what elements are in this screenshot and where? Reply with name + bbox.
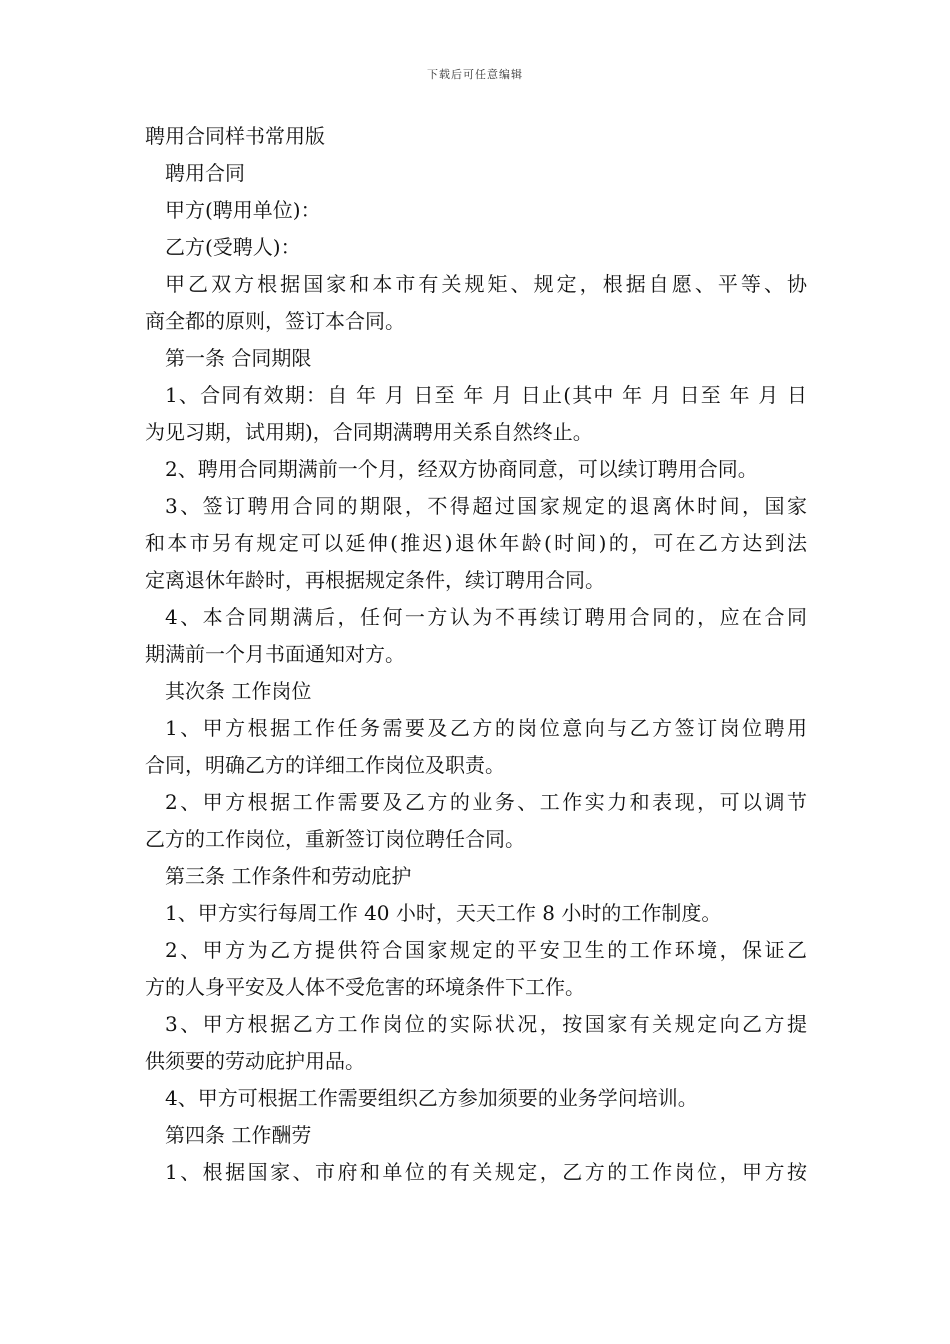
document-line-text: 甲乙双方根据国家和本市有关规矩、规定，根据自愿、平等、协	[165, 272, 807, 296]
document-line-text: 3、甲方根据乙方工作岗位的实际状况，按国家有关规定向乙方提	[165, 1012, 807, 1036]
document-line-text: 第三条 工作条件和劳动庇护	[165, 864, 412, 888]
document-line	[145, 1043, 807, 1080]
document-line-text: 1、根据国家、市府和单位的有关规定，乙方的工作岗位，甲方按	[165, 1160, 807, 1184]
document-line	[145, 525, 807, 562]
document-line-text: 3、签订聘用合同的期限，不得超过国家规定的退离休时间，国家	[165, 494, 807, 518]
document-line	[145, 266, 807, 303]
document-line	[145, 969, 807, 1006]
document-line-text: 2、甲方根据工作需要及乙方的业务、工作实力和表现，可以调节	[165, 790, 807, 814]
document-line-text: 乙方的工作岗位，重新签订岗位聘任合同。	[145, 827, 525, 851]
document-line-text: 期满前一个月书面通知对方。	[145, 642, 405, 666]
document-line	[145, 747, 807, 784]
document-line	[145, 340, 807, 377]
document-line-text: 商全都的原则，签订本合同。	[145, 309, 405, 333]
document-line-text: 1、甲方实行每周工作 40 小时，天天工作 8 小时的工作制度。	[165, 901, 722, 925]
document-line	[145, 303, 807, 340]
document-body	[145, 118, 807, 1191]
document-line	[145, 599, 807, 636]
document-line	[145, 414, 807, 451]
document-line-text: 2、甲方为乙方提供符合国家规定的平安卫生的工作环境，保证乙	[165, 938, 807, 962]
document-line	[145, 858, 807, 895]
document-line	[145, 673, 807, 710]
document-line-text: 1、甲方根据工作任务需要及乙方的岗位意向与乙方签订岗位聘用	[165, 716, 807, 740]
document-line-text: 合同，明确乙方的详细工作岗位及职责。	[145, 753, 505, 777]
document-line-text: 方的人身平安及人体不受危害的环境条件下工作。	[145, 975, 585, 999]
document-line-text: 乙方(受聘人)：	[165, 235, 301, 259]
document-line-text: 1、合同有效期：自 年 月 日至 年 月 日止(其中 年 月 日至 年 月 日	[165, 383, 807, 407]
document-line	[145, 636, 807, 673]
document-line	[145, 488, 807, 525]
document-line	[145, 377, 807, 414]
document-line-text: 为见习期，试用期)，合同期满聘用关系自然终止。	[145, 420, 593, 444]
document-line-text: 其次条 工作岗位	[165, 679, 312, 703]
document-line-text: 2、聘用合同期满前一个月，经双方协商同意，可以续订聘用合同。	[165, 457, 758, 481]
document-line	[145, 1080, 807, 1117]
document-line	[145, 1117, 807, 1154]
document-line-text: 和本市另有规定可以延伸(推迟)退休年龄(时间)的，可在乙方达到法	[145, 531, 807, 555]
document-line-text: 供须要的劳动庇护用品。	[145, 1049, 365, 1073]
document-line	[145, 562, 807, 599]
document-line	[145, 821, 807, 858]
document-line-text: 聘用合同	[165, 161, 245, 185]
document-line	[145, 192, 807, 229]
document-title: 聘用合同样书常用版	[145, 124, 325, 148]
document-line	[145, 710, 807, 747]
document-line	[145, 155, 807, 192]
document-line	[145, 784, 807, 821]
page-header-note: 下载后可任意编辑	[427, 68, 523, 81]
document-line-text: 甲方(聘用单位)：	[165, 198, 321, 222]
document-line	[145, 229, 807, 266]
document-line	[145, 1006, 807, 1043]
document-line	[145, 932, 807, 969]
document-line	[145, 451, 807, 488]
document-lines	[145, 155, 807, 1191]
document-line	[145, 1154, 807, 1191]
document-line-text: 4、甲方可根据工作需要组织乙方参加须要的业务学问培训。	[165, 1086, 698, 1110]
document-line-text: 第四条 工作酬劳	[165, 1123, 312, 1147]
document-line-text: 定离退休年龄时，再根据规定条件，续订聘用合同。	[145, 568, 605, 592]
document-line-text: 第一条 合同期限	[165, 346, 312, 370]
document-line-text: 4、本合同期满后，任何一方认为不再续订聘用合同的，应在合同	[165, 605, 807, 629]
document-line	[145, 895, 807, 932]
